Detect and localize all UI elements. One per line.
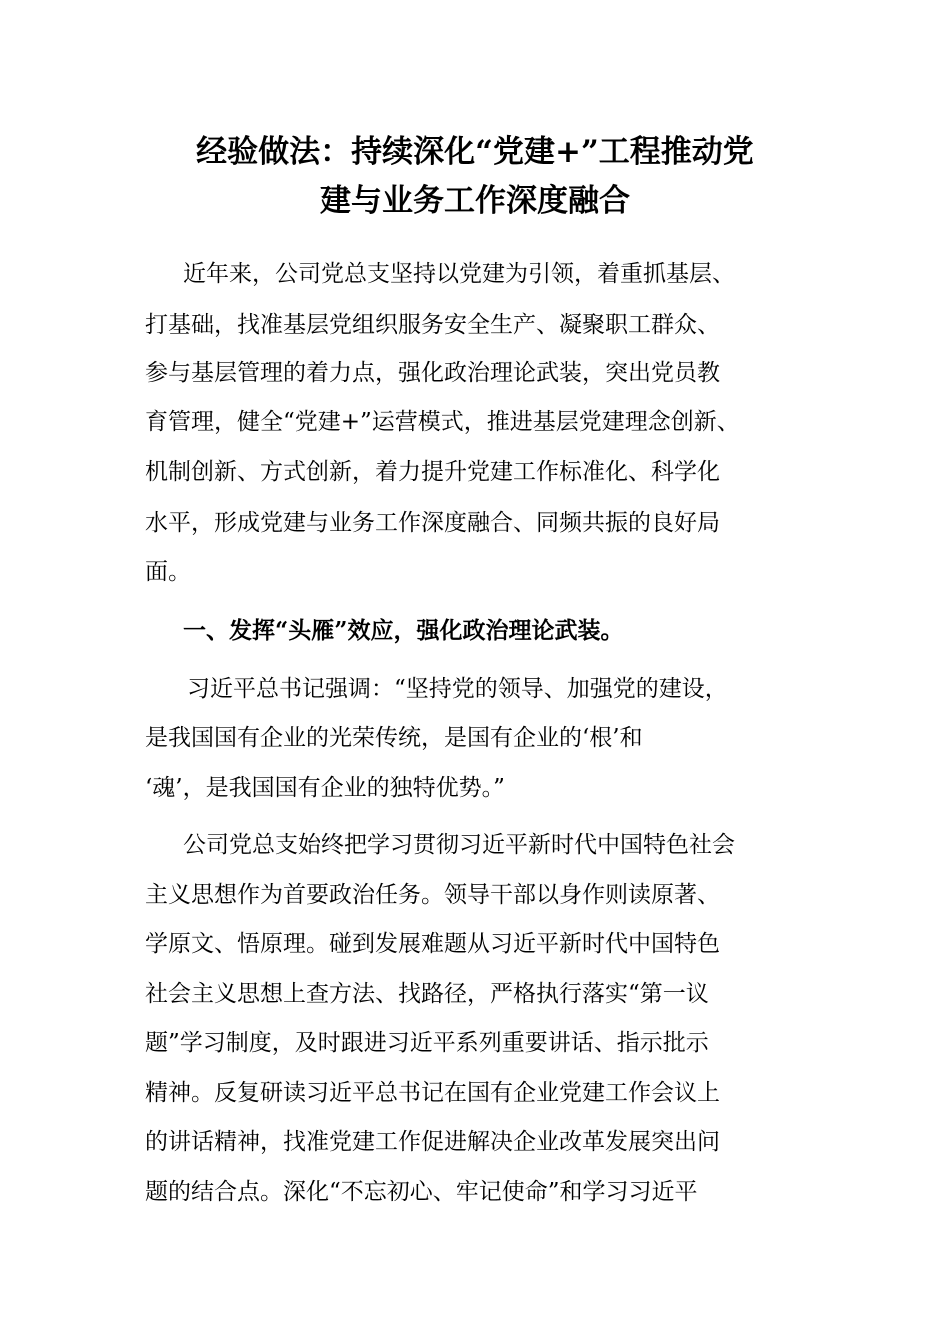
text-line: 是我国国有企业的光荣传统，是国有企业的‘根’和 (145, 725, 643, 751)
section-heading-text: 一、发挥“头雁”效应，强化政治理论武装。 (183, 617, 624, 644)
text-line: 精神。反复研读习近平总书记在国有企业党建工作会议上 (145, 1080, 720, 1106)
text-line: 育管理，健全“党建+”运营模式，推进基层党建理念创新、 (145, 409, 740, 435)
text-line: 面。 (145, 559, 191, 585)
document-title-line-1: 经验做法：持续深化“党建+”工程推动党 (196, 134, 754, 170)
text-line: 机制创新、方式创新，着力提升党建工作标准化、科学化 (145, 459, 720, 485)
text-line: 公司党总支始终把学习贯彻习近平新时代中国特色社会 (183, 832, 735, 858)
document-title-line-2: 建与业务工作深度融合 (320, 183, 630, 219)
text-line: 题”学习制度，及时跟进习近平系列重要讲话、指示批示 (145, 1030, 709, 1056)
text-line: 主义思想作为首要政治任务。领导干部以身作则读原著、 (145, 882, 720, 908)
text-line: 水平，形成党建与业务工作深度融合、同频共振的良好局 (145, 510, 720, 536)
text-line: 近年来，公司党总支坚持以党建为引领，着重抓基层、 (183, 261, 735, 287)
text-line: 题的结合点。深化“不忘初心、牢记使命”和学习习近平 (145, 1179, 698, 1205)
text-line: 的讲话精神，找准党建工作促进解决企业改革发展突出问 (145, 1129, 720, 1155)
text-line: 参与基层管理的着力点，强化政治理论武装，突出党员教 (145, 360, 720, 386)
text-line: 社会主义思想上查方法、找路径，严格执行落实“第一议 (145, 981, 709, 1007)
text-line: 学原文、悟原理。碰到发展难题从习近平新时代中国特色 (145, 931, 720, 957)
text-line: 习近平总书记强调：“坚持党的领导、加强党的建设， (187, 676, 728, 702)
text-line: ‘魂’，是我国国有企业的独特优势。” (145, 775, 505, 801)
text-line: 打基础，找准基层党组织服务安全生产、凝聚职工群众、 (145, 312, 720, 338)
